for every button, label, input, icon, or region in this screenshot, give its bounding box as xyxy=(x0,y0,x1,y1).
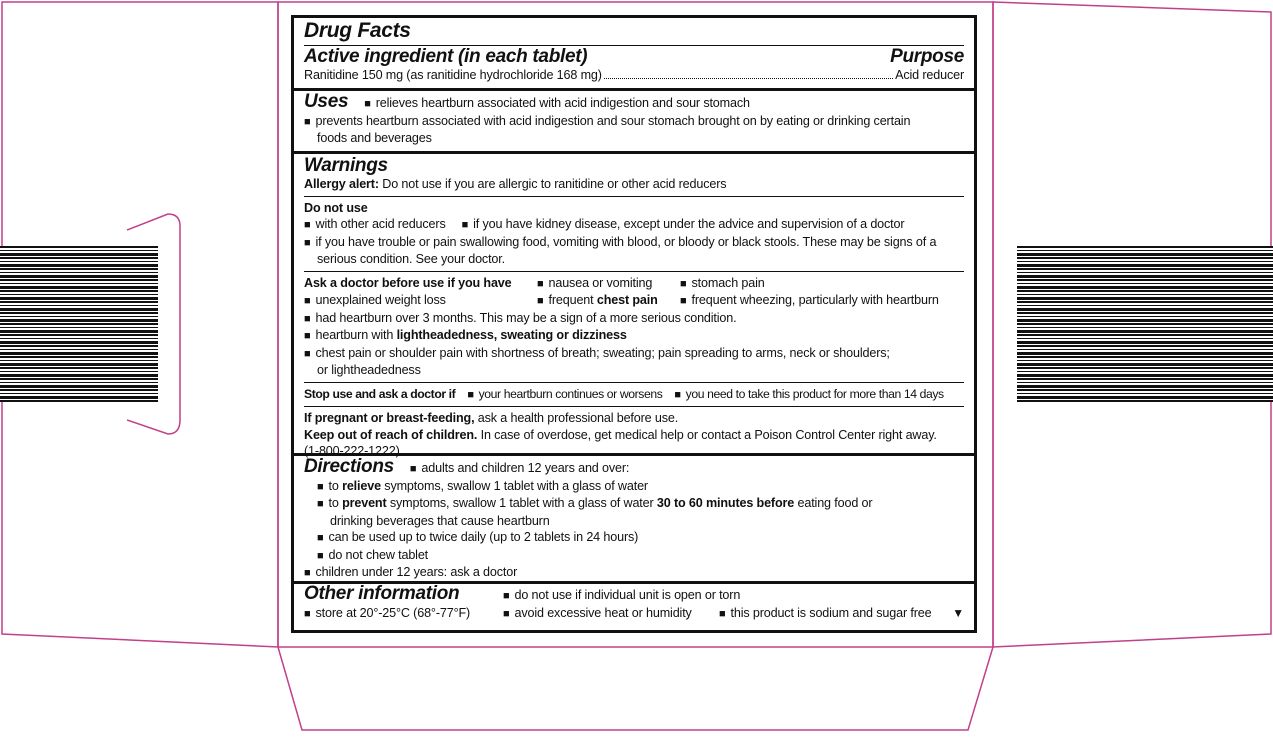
poison-control-phone: (1-800-222-1222) xyxy=(304,444,400,458)
active-ingredient-section xyxy=(294,18,974,91)
other-information-heading: Other information xyxy=(304,583,460,604)
uses-item: ■ relieves heartburn associated with acid indigestion and sour stomach xyxy=(364,96,750,110)
uses-section xyxy=(294,91,974,154)
do-not-use-item-cont: serious condition. See your doctor. xyxy=(317,252,505,266)
barcode-left xyxy=(0,246,158,402)
ask-doctor-item: ■ nausea or vomiting xyxy=(537,275,680,293)
stop-use-item: ■ you need to take this product for more than 14 days xyxy=(674,387,943,401)
ask-doctor-item: ■ had heartburn over 3 months. This may be a sign of a more serious condition. xyxy=(304,310,964,328)
do-not-use-label: Do not use xyxy=(304,200,368,215)
directions-item-cont: drinking beverages that cause heartburn xyxy=(330,513,550,528)
do-not-use-item: ■ with other acid reducers xyxy=(304,217,446,231)
do-not-use-item: ■ if you have kidney disease, except under the advice and supervision of a doctor xyxy=(462,217,905,231)
other-info-item: ■ do not use if individual unit is open or torn xyxy=(503,587,740,605)
active-ingredient-text: Ranitidine 150 mg (as ranitidine hydrochloride 168 mg) xyxy=(304,68,602,82)
other-info-item: ■ avoid excessive heat or humidity xyxy=(503,605,719,623)
ask-doctor-item: ■ unexplained weight loss xyxy=(304,292,537,310)
uses-item: ■ prevents heartburn associated with acid indigestion and sour stomach brought on by eating or drinking certain xyxy=(304,113,964,131)
allergy-alert-text: Do not use if you are allergic to ranitidine or other acid reducers xyxy=(382,177,727,191)
allergy-alert-label: Allergy alert: xyxy=(304,177,379,191)
other-info-item: ■ store at 20°-25°C (68°-77°F) xyxy=(304,605,503,623)
stop-use-item: ■ your heartburn continues or worsens xyxy=(467,387,662,401)
ask-doctor-item: ■ chest pain or shoulder pain with shortness of breath; sweating; pain spreading to arms, neck or shoulders; xyxy=(304,345,964,363)
ask-doctor-item: ■ stomach pain xyxy=(680,275,765,293)
ask-doctor-item-bold: chest pain xyxy=(596,293,658,307)
leader-dots xyxy=(604,78,893,79)
ask-doctor-item: ■ frequent wheezing, particularly with heartburn xyxy=(680,292,939,310)
directions-heading: Directions xyxy=(304,456,394,477)
ask-doctor-item: ■ frequent xyxy=(537,293,594,307)
do-not-use-item: ■ if you have trouble or pain swallowing food, vomiting with blood, or bloody or black stools. These may be signs of a xyxy=(304,234,964,252)
drug-facts-title: Drug Facts xyxy=(304,19,411,42)
active-ingredient-heading: Active ingredient (in each tablet) xyxy=(304,46,588,67)
other-information-section xyxy=(294,584,974,630)
ask-doctor-label: Ask a doctor before use if you have xyxy=(304,275,512,290)
directions-item: ■ can be used up to twice daily (up to 2 tablets in 24 hours) xyxy=(304,529,964,547)
barcode-right xyxy=(1017,246,1273,402)
directions-item: ■ to prevent symptoms, swallow 1 tablet with a glass of water 30 to 60 minutes before eating food or xyxy=(304,495,964,513)
ask-doctor-item: ■ heartburn with xyxy=(304,328,393,342)
directions-section xyxy=(294,456,974,584)
warnings-section xyxy=(294,154,974,456)
ask-doctor-item-cont: or lightheadedness xyxy=(317,363,421,377)
pregnant-label: If pregnant or breast-feeding, xyxy=(304,411,475,425)
keep-out-text: In case of overdose, get medical help or contact a Poison Control Center right away. xyxy=(480,427,937,442)
purpose-heading: Purpose xyxy=(890,46,964,67)
pregnant-text: ask a health professional before use. xyxy=(477,411,679,425)
warnings-heading: Warnings xyxy=(304,155,388,176)
continue-arrow-icon: ▼ xyxy=(952,606,964,620)
purpose-text: Acid reducer xyxy=(895,68,964,82)
other-info-item: ■ this product is sodium and sugar free xyxy=(719,605,931,623)
drug-facts-panel xyxy=(291,15,977,633)
keep-out-label: Keep out of reach of children. xyxy=(304,427,478,442)
directions-item: ■ adults and children 12 years and over: xyxy=(410,461,629,475)
stop-use-label: Stop use and ask a doctor if xyxy=(304,386,456,401)
directions-item: ■ children under 12 years: ask a doctor xyxy=(304,564,964,582)
ask-doctor-item-bold: lightheadedness, sweating or dizziness xyxy=(396,328,627,342)
directions-item: ■ to relieve symptoms, swallow 1 tablet with a glass of water xyxy=(304,478,964,496)
uses-heading: Uses xyxy=(304,91,349,112)
directions-item: ■ do not chew tablet xyxy=(304,547,964,565)
uses-item-cont: foods and beverages xyxy=(317,131,432,145)
